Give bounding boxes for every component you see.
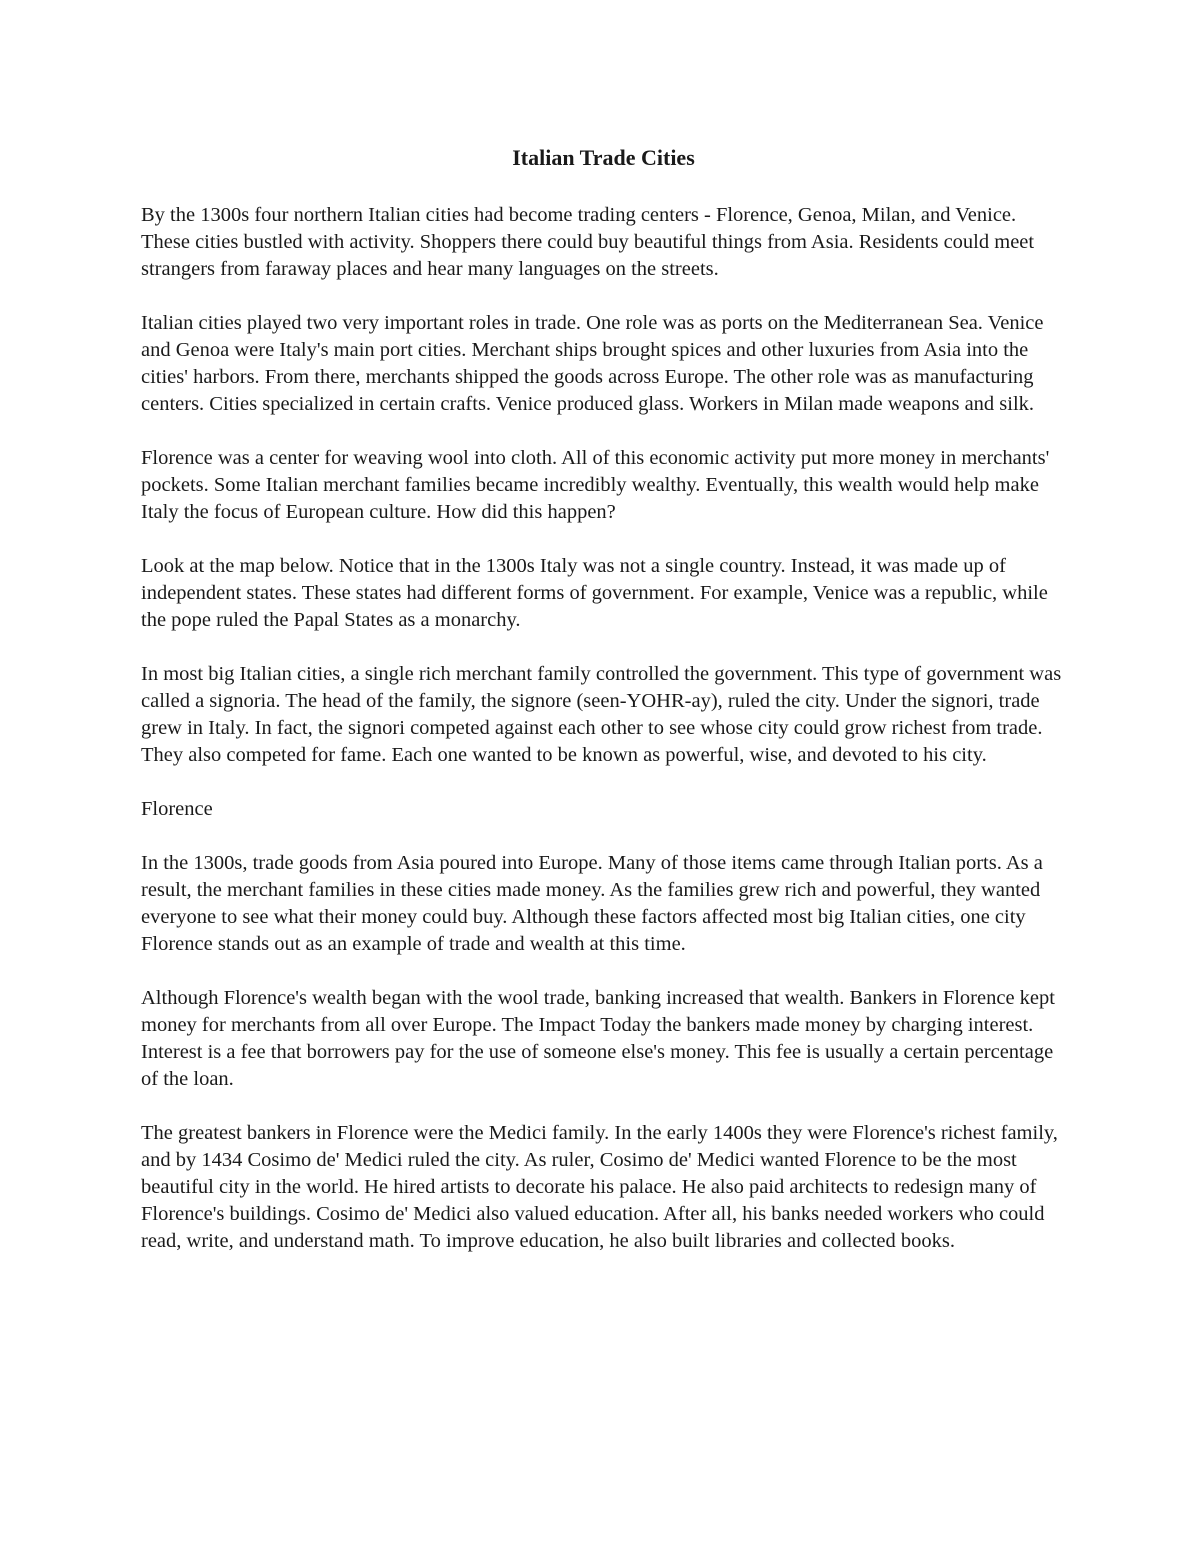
document-title: Italian Trade Cities bbox=[512, 145, 695, 170]
paragraph-asian-trade: In the 1300s, trade goods from Asia poured into Europe. Many of those items came through Italian ports. As a result, the merchant families in these cities made money. As the families grew rich and powerful, they wanted everyone to see what their money could buy. Although these factors affected most big Italian cities, one city Florence stands out as an example of trade and wealth at this time. bbox=[141, 852, 1043, 955]
paragraph-signoria: In most big Italian cities, a single rich merchant family controlled the government. This type of government was called a signoria. The head of the family, the signore (seen-YOHR-ay), ruled the city. Under the signori, trade grew in Italy. In fact, the signori competed against each other to see whose city could grow richest from trade. They also competed for fame. Each one wanted to be known as powerful, wise, and devoted to his city. bbox=[141, 663, 1062, 766]
document-body bbox=[141, 141, 1066, 1282]
paragraph-map: Look at the map below. Notice that in the 1300s Italy was not a single country. Instead, it was made up of independent states. These states had different forms of government. For example, Venice was a republic, while the pope ruled the Papal States as a monarchy. bbox=[141, 555, 1048, 631]
paragraph-banking: Although Florence's wealth began with the wool trade, banking increased that wealth. Bankers in Florence kept money for merchants from all over Europe. The Impact Today the bankers made money by charging interest. Interest is a fee that borrowers pay for the use of someone else's money. This fee is usually a certain percentage of the loan. bbox=[141, 987, 1055, 1090]
paragraph-medici: The greatest bankers in Florence were the Medici family. In the early 1400s they were Florence's richest family, and by 1434 Cosimo de' Medici ruled the city. As ruler, Cosimo de' Medici wanted Florence to be the most beautiful city in the world. He hired artists to decorate his palace. He also paid architects to redesign many of Florence's buildings. Cosimo de' Medici also valued education. After all, his banks needed workers who could read, write, and understand math. To improve education, he also built libraries and collected books. bbox=[141, 1122, 1058, 1252]
paragraph-florence-wool: Florence was a center for weaving wool into cloth. All of this economic activity put more money in merchants' pockets. Some Italian merchant families became incredibly wealthy. Eventually, this wealth would help make Italy the focus of European culture. How did this happen? bbox=[141, 447, 1050, 523]
paragraph-intro: By the 1300s four northern Italian cities had become trading centers - Florence, Genoa, Milan, and Venice. These cities bustled with activity. Shoppers there could buy beautiful things from Asia. Residents could meet strangers from faraway places and hear many languages on the streets. bbox=[141, 204, 1035, 280]
paragraph-trade-roles: Italian cities played two very important roles in trade. One role was as ports on the Mediterranean Sea. Venice and Genoa were Italy's main port cities. Merchant ships brought spices and other luxuries from Asia into the cities' harbors. From there, merchants shipped the goods across Europe. The other role was as manufacturing centers. Cities specialized in certain crafts. Venice produced glass. Workers in Milan made weapons and silk. bbox=[141, 312, 1044, 415]
section-heading-florence: Florence bbox=[141, 798, 213, 820]
